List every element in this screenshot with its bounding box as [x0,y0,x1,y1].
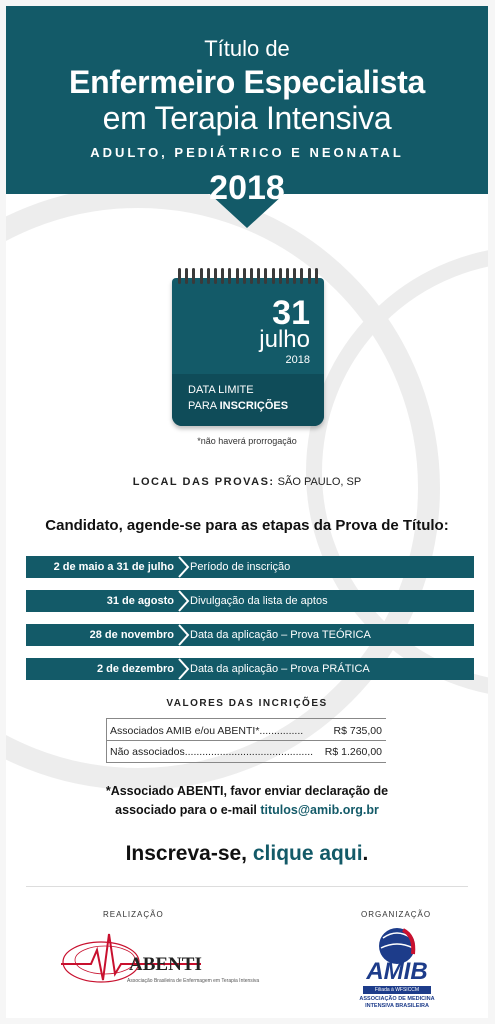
fee-category: Não associados............................................ [110,746,314,758]
schedule-date: 31 de agosto [106,595,174,607]
amib-name: AMIB [366,958,428,985]
organizacao-label: ORGANIZAÇÃO [361,910,432,919]
calendar-month: julho [259,326,310,353]
header-subtitle: ADULTO, PEDIÁTRICO E NEONATAL [90,145,404,160]
footer-divider [26,886,468,887]
schedule-row [26,658,474,680]
schedule-title: Candidato, agende-se para as etapas da Prova de Título: [45,517,449,534]
exam-location-label: LOCAL DAS PROVAS: [132,476,275,488]
realizacao-label: REALIZAÇÃO [103,910,164,919]
no-extension-note: *não haverá prorrogação [197,436,297,446]
header-title-line1: Título de [204,36,290,61]
schedule-row [26,590,474,612]
schedule-date: 2 de maio a 31 de julho [53,561,174,573]
exam-location-value: SÃO PAULO, SP [277,476,362,488]
deadline-calendar [172,268,324,426]
fees-divider [106,718,386,719]
associate-note-line2 [46,801,448,820]
amib-subtitle-line2: INTENSIVA BRASILEIRA [365,1003,429,1009]
calendar-label-prefix: PARA [188,400,220,412]
chevron-right-icon [176,624,190,646]
amib-logo [353,924,441,1014]
abenti-logo [61,930,260,990]
header-title-line3: em Terapia Intensiva [102,100,392,136]
calendar-label-line1: DATA LIMITE [188,384,254,396]
amib-subtitle-line1: ASSOCIAÇÃO DE MEDICINA [359,996,435,1002]
header-title-line2: Enfermeiro Especialista [69,64,425,100]
chevron-right-icon [176,556,190,578]
fee-category: Associados AMIB e/ou ABENTI*............... [110,725,304,737]
fee-value: R$ 735,00 [333,725,382,737]
schedule-row [26,556,474,578]
calendar-label-line2 [188,400,288,412]
calendar-day: 31 [272,294,310,332]
abenti-subtitle: Associação Brasileira de Enfermagem em Terapia Intensiva [127,978,260,984]
schedule-event: Data da aplicação – Prova PRÁTICA [190,663,370,675]
amib-subtitle [353,996,441,1010]
schedule-date: 2 de dezembro [96,663,174,675]
schedule-event: Período de inscrição [190,561,291,573]
fees-divider [106,740,386,741]
header-year: 2018 [209,169,285,207]
associate-note [46,782,448,820]
flyer [6,6,488,1018]
schedule-row [26,624,474,646]
chevron-right-icon [176,658,190,680]
chevron-right-icon [176,590,190,612]
calendar-label-bold: INSCRIÇÕES [219,400,289,412]
exam-location [6,476,488,488]
register-link[interactable]: clique aqui [252,842,363,865]
call-to-action [6,842,488,866]
associate-note-prefix: associado para o e-mail [115,803,261,817]
calendar-rings-icon [178,268,318,286]
calendar-year: 2018 [285,354,310,366]
schedule-event: Divulgação da lista de aptos [190,595,328,607]
fees-divider [106,762,386,763]
abenti-name: ABENTI [129,954,202,975]
associate-note-line1: *Associado ABENTI, favor enviar declaração de [105,784,389,798]
header-banner [6,6,488,228]
cta-prefix: Inscreva-se, [125,842,253,865]
fees-title: VALORES DAS INCRIÇÕES [166,698,328,709]
amib-affiliation: Filiada à WFSICCM [363,986,431,994]
fee-value: R$ 1.260,00 [324,746,382,758]
schedule-date: 28 de novembro [89,629,174,641]
schedule-event: Data da aplicação – Prova TEÓRICA [190,629,371,641]
email-link[interactable]: titulos@amib.org.br [260,803,379,817]
cta-suffix: . [362,842,369,865]
